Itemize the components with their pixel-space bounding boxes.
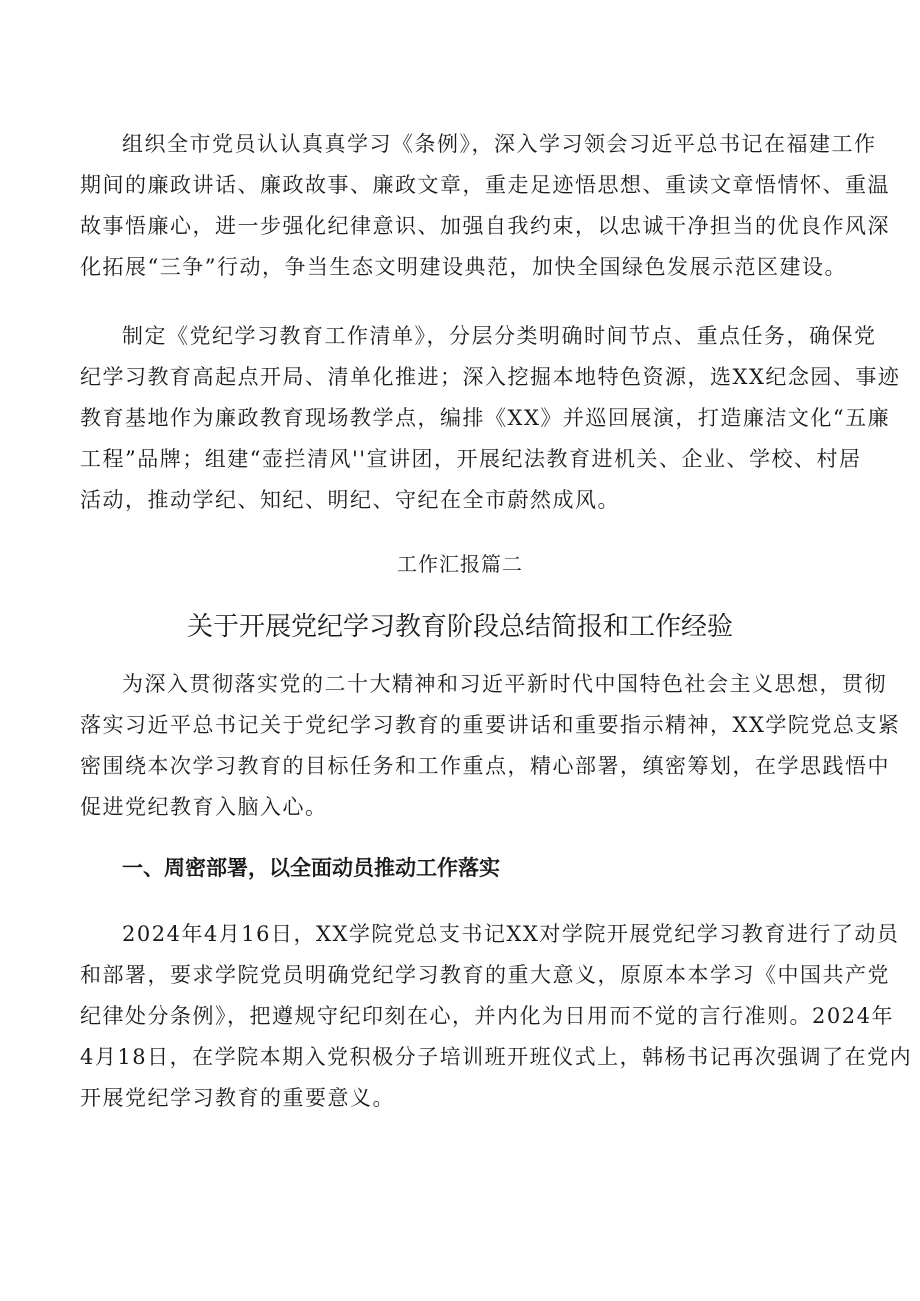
body-paragraph-3 [80, 664, 901, 828]
section-label: 工作汇报篇二 [397, 552, 523, 576]
paragraph-line: 组织全市党员认认真真学习《条例》，深入学习领会习近平总书记在福建工作 [122, 132, 877, 156]
paragraph-line: 落实习近平总书记关于党纪学习教育的重要讲话和重要指示精神，XX学院党总支紧 [80, 713, 901, 737]
paragraph-line: 化拓展“三争”行动，争当生态文明建设典范，加快全国绿色发展示范区建设。 [80, 255, 847, 279]
paragraph-line: 促进党纪教育入脑入心。 [80, 795, 328, 819]
paragraph-line: 制定《党纪学习教育工作清单》，分层分类明确时间节点、重点任务，确保党 [122, 324, 877, 348]
paragraph-line: 开展党纪学习教育的重要意义。 [80, 1086, 395, 1110]
paragraph-line: 故事悟廉心，进一步强化纪律意识、加强自我约束，以忠诚干净担当的优良作风深 [80, 214, 890, 238]
paragraph-line: 活动，推动学纪、知纪、明纪、守纪在全市蔚然成风。 [80, 488, 620, 512]
body-paragraph-1 [80, 124, 890, 288]
paragraph-line: 和部署，要求学院党员明确党纪学习教育的重大意义，原原本本学习《中国共产党 [80, 963, 890, 987]
paragraph-line: 工程”品牌；组建“壶拦清风''宣讲团，开展纪法教育进机关、企业、学校、村居 [80, 447, 862, 471]
paragraph-line: 期间的廉政讲话、廉政故事、廉政文章，重走足迹悟思想、重读文章悟情怀、重温 [80, 173, 890, 197]
paragraph-line: 4月18日，在学院本期入党积极分子培训班开班仪式上，韩杨书记再次强调了在党内 [80, 1045, 913, 1069]
paragraph-line: 为深入贯彻落实党的二十大精神和习近平新时代中国特色社会主义思想，贯彻 [122, 672, 887, 696]
paragraph-line: 纪学习教育高起点开局、清单化推进；深入挖掘本地特色资源，选XX纪念园、事迹 [80, 365, 901, 389]
paragraph-line: 密围绕本次学习教育的目标任务和工作重点，精心部署，缜密筹划，在学思践悟中 [80, 754, 890, 778]
document-title: 关于开展党纪学习教育阶段总结简报和工作经验 [186, 612, 733, 642]
paragraph-line: 纪律处分条例》，把遵规守纪印刻在心，并内化为日用而不觉的言行准则。2024年 [80, 1004, 894, 1028]
paragraph-line: 教育基地作为廉政教育现场教学点，编排《XX》并巡回展演，打造廉洁文化“五廉 [80, 406, 891, 430]
body-paragraph-4 [80, 914, 913, 1119]
paragraph-line: 2024年4月16日，XX学院党总支书记XX对学院开展党纪学习教育进行了动员 [122, 922, 900, 946]
body-paragraph-2 [80, 316, 901, 521]
section-heading-1: 一、周密部署，以全面动员推动工作落实 [122, 856, 500, 880]
